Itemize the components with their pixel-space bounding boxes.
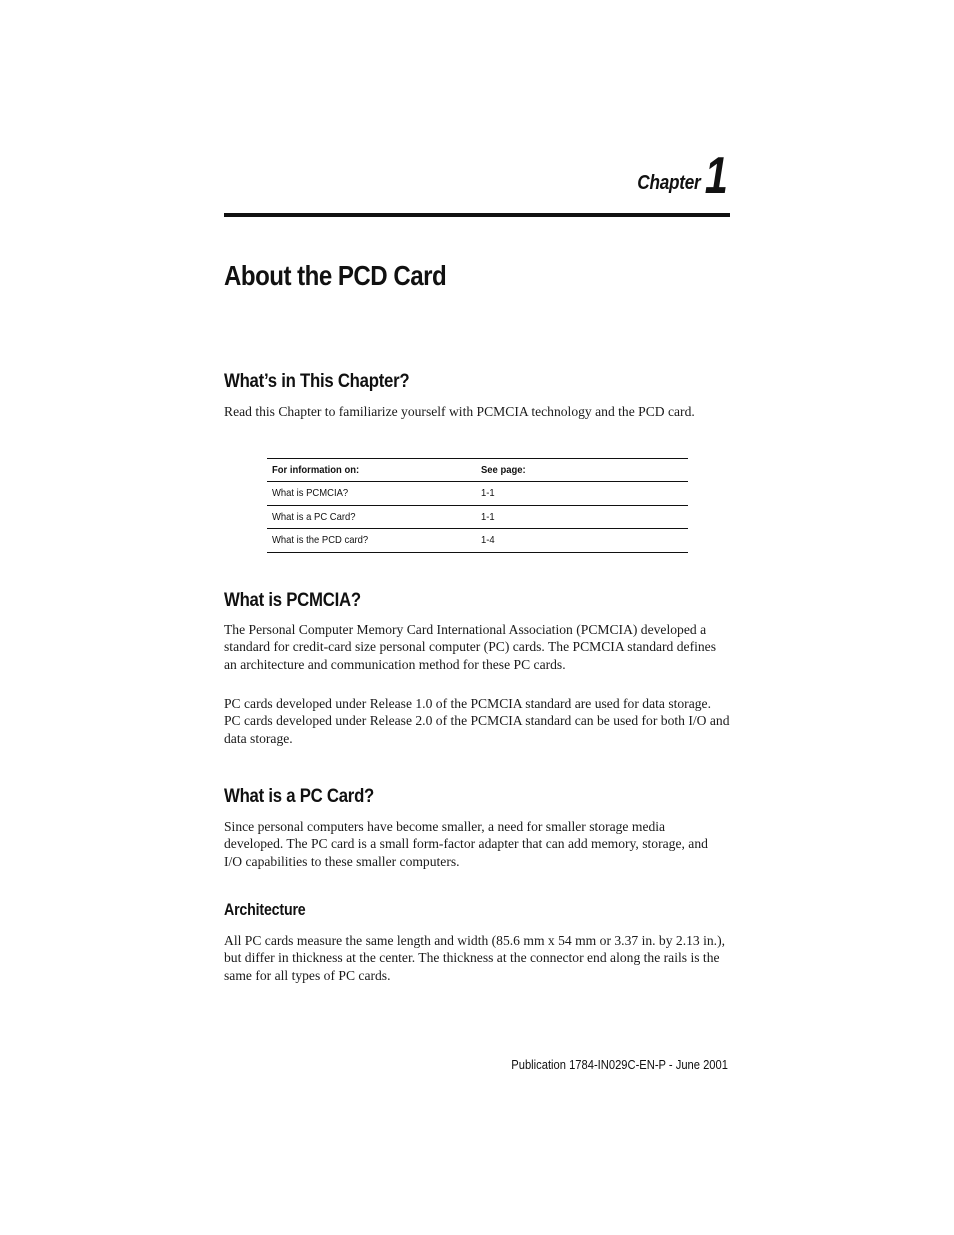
publication-footer: Publication 1784-IN029C-EN-P - June 2001	[511, 1057, 728, 1072]
page-title: About the PCD Card	[224, 260, 447, 291]
toc-topic: What is PCMCIA?	[272, 487, 349, 500]
pc-card-paragraph: Since personal computers have become smaller, a need for smaller storage media developed. The PC card is a small form-factor adapter that can add memory, storage, and I/O capabilities to these smaller computers.	[224, 819, 708, 869]
architecture-paragraph: All PC cards measure the same length and width (85.6 mm x 54 mm or 3.37 in. by 2.13 in.), but differ in thickness at the center. The thickness at the connector end along the rails is the same for all types of PC cards.	[224, 933, 726, 983]
subsection-heading-architecture: Architecture	[224, 901, 306, 919]
pcmcia-paragraph-2: PC cards developed under Release 1.0 of the PCMCIA standard are used for data storage. PC cards developed under Release 2.0 of the PCMCIA standard can be used for both I/O and data storage.	[224, 696, 730, 746]
toc-header-page: See page:	[481, 464, 526, 476]
toc-page: 1-4	[481, 534, 495, 547]
table-row	[267, 482, 688, 506]
chapter-number: 1	[704, 147, 728, 205]
table-row	[267, 529, 688, 553]
toc-topic: What is the PCD card?	[272, 534, 369, 547]
toc-page: 1-1	[481, 510, 495, 523]
toc-topic: What is a PC Card?	[272, 510, 356, 523]
chapter-label: Chapter	[636, 172, 700, 194]
toc-header-topic: For information on:	[272, 464, 360, 476]
toc-page: 1-1	[481, 487, 495, 500]
section-heading-pc-card: What is a PC Card?	[224, 785, 375, 807]
section-heading-in-chapter: What’s in This Chapter?	[224, 370, 410, 392]
section-heading-pcmcia: What is PCMCIA?	[224, 589, 361, 611]
table-row	[267, 505, 688, 529]
toc-header-row	[267, 459, 688, 482]
pcmcia-paragraph-1: The Personal Computer Memory Card International Association (PCMCIA) developed a standard for credit-card size personal computer (PC) cards. The PCMCIA standard defines an architecture and communication method for these PC cards.	[224, 622, 716, 672]
toc-table	[267, 458, 688, 553]
in-chapter-intro: Read this Chapter to familiarize yourself with PCMCIA technology and the PCD card.	[224, 404, 695, 419]
chapter-rule	[224, 213, 730, 217]
